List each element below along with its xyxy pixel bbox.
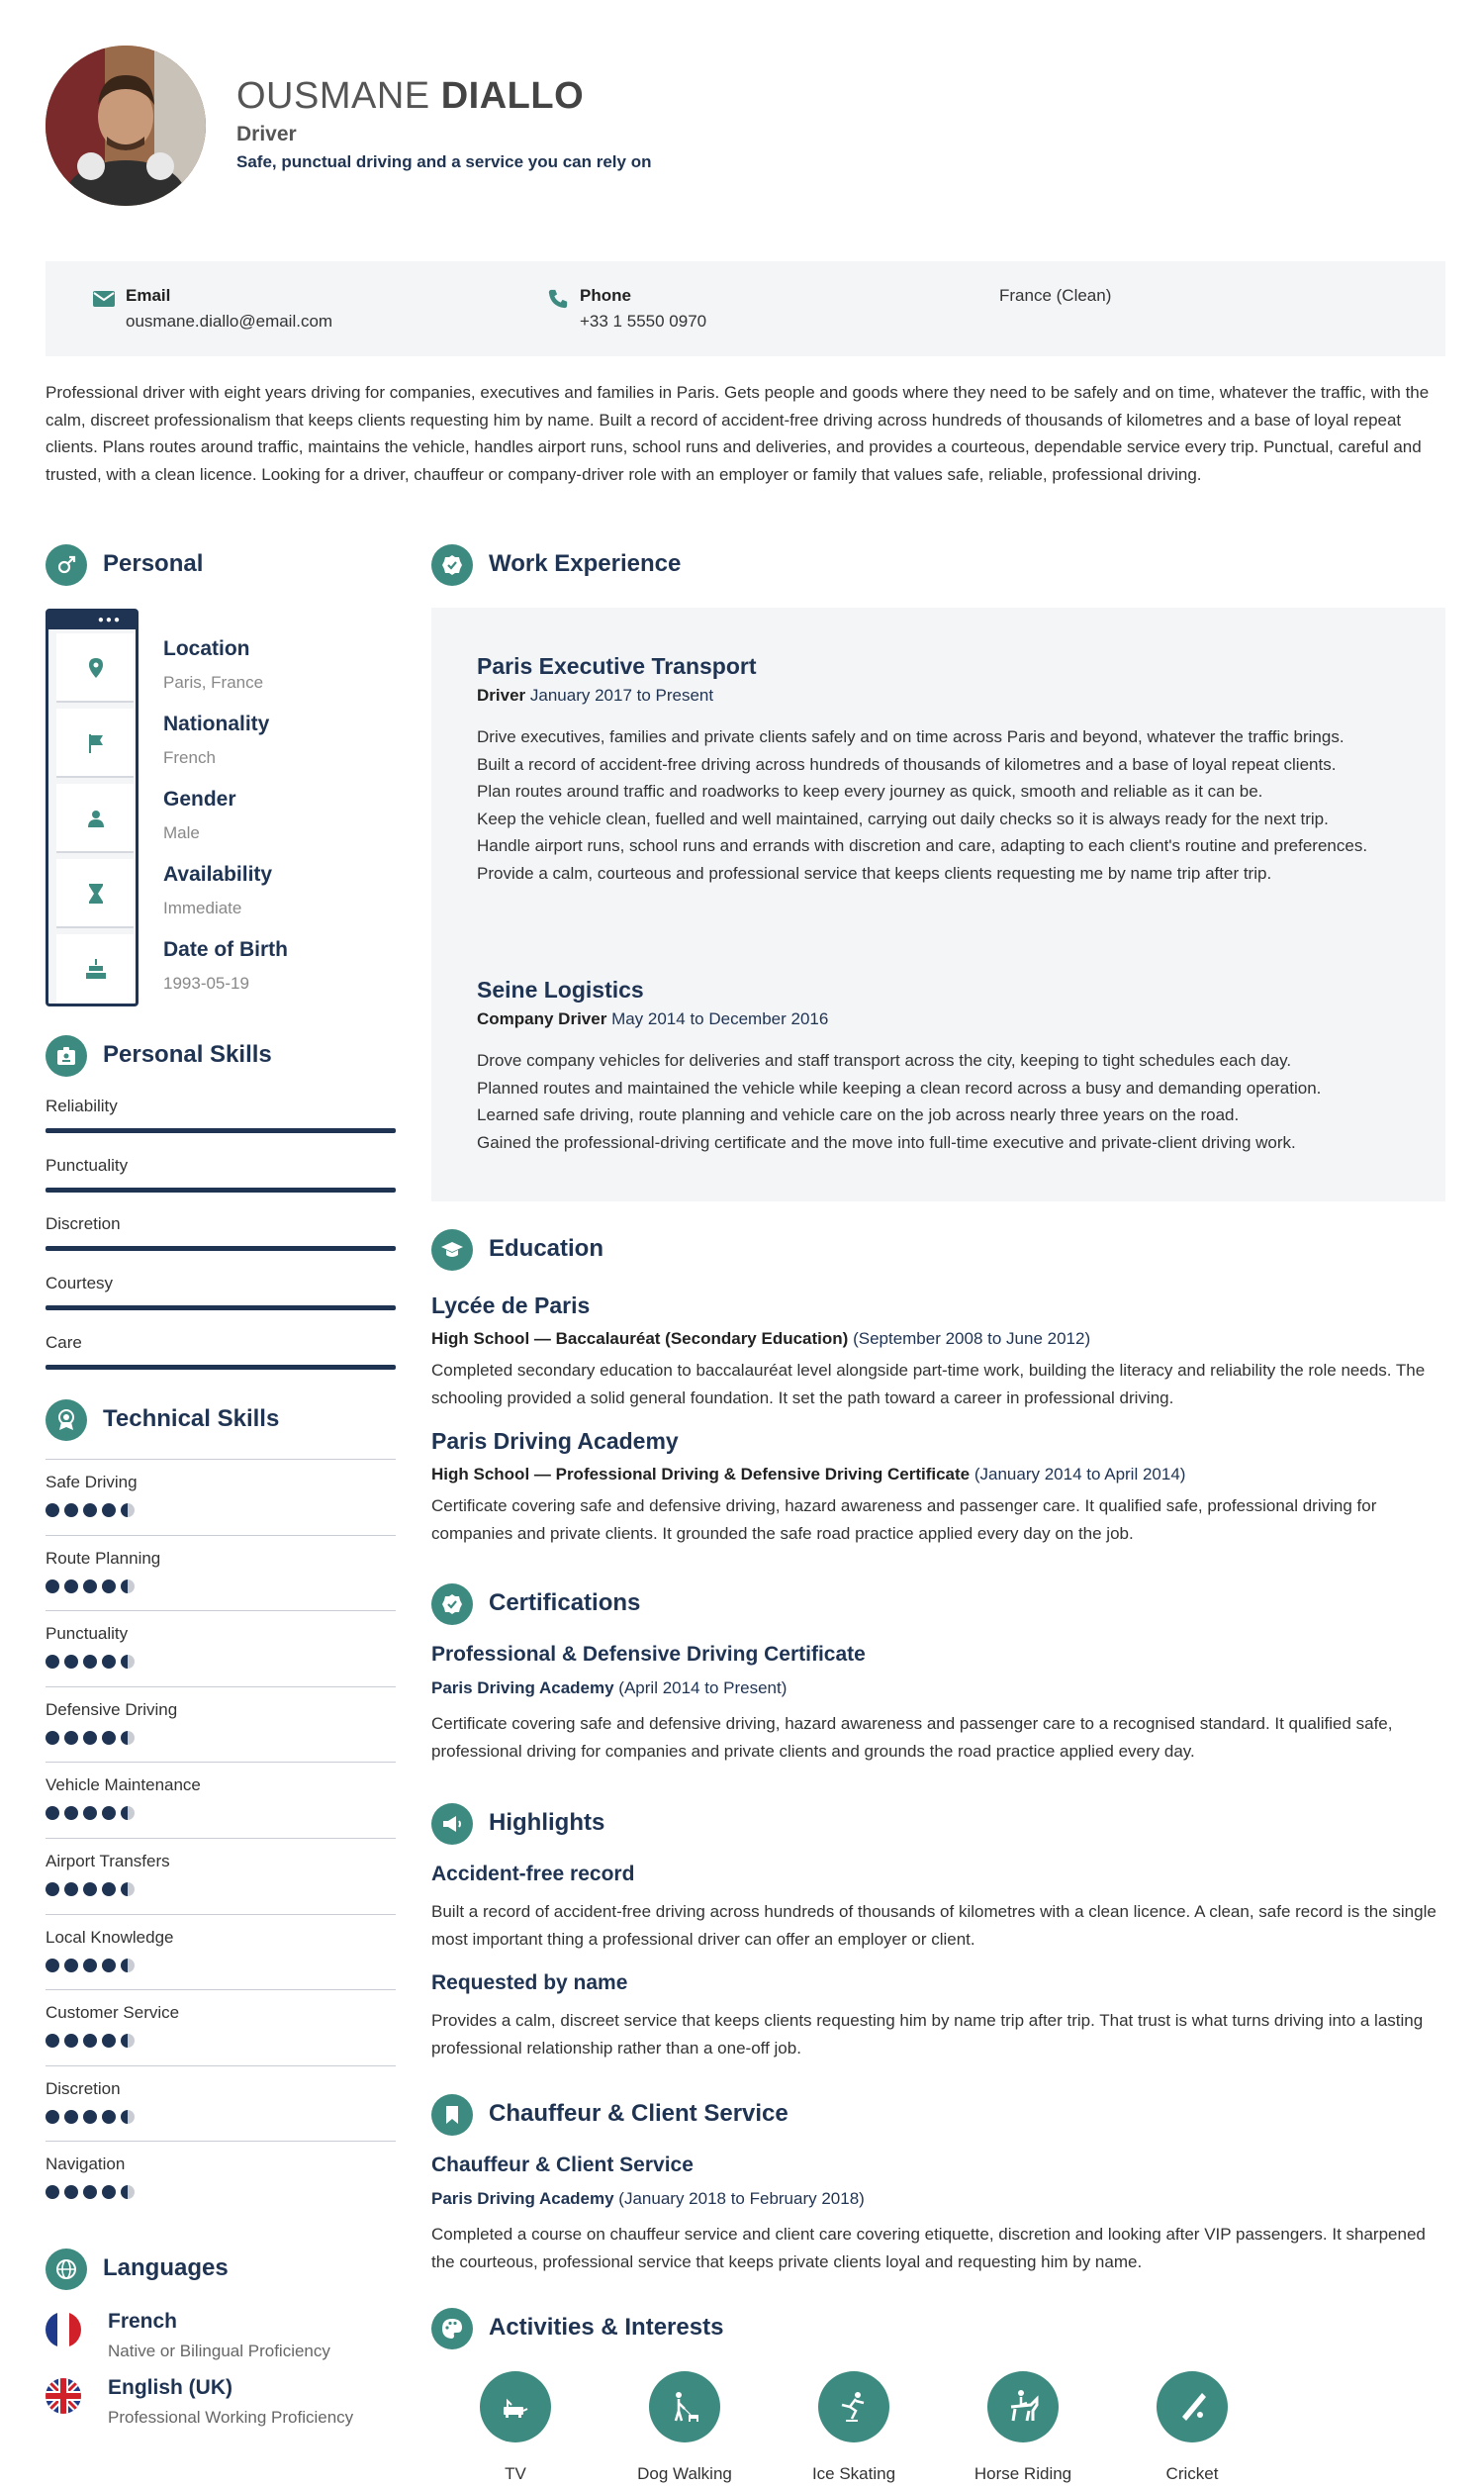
personal-value: Paris, France [163,673,264,692]
dots-icon: ●●● [97,615,122,625]
rating-dot [83,1503,97,1517]
job-bullet: Planned routes and maintained the vehicle while keeping a clean record across a busy and demanding operation. [477,1078,1322,1098]
highlight-entry [431,1863,1445,1953]
school-name: Lycée de Paris [431,1292,591,1318]
highlight-title: Accident-free record [431,1863,635,1885]
skill-rating [46,1806,139,1822]
job-bullet: Drive executives, families and private clients safely and on time across Paris and beyond, whatever the traffic brings. [477,727,1345,746]
job-dates: January 2017 to Present [529,686,714,705]
interest-label: TV [505,2464,526,2483]
personal-label: Availability [163,863,273,886]
birthday-cell [56,934,134,1004]
skill-name: Local Knowledge [46,1927,174,1947]
job-bullet: Plan routes around traffic and roadworks to keep every journey as quick, smooth and reliable as it can be. [477,782,1263,801]
section-chauffeur [431,2094,1124,2138]
rating-dot [102,1882,116,1896]
rating-dot [46,1579,59,1593]
contact-phone [580,286,706,332]
email-value[interactable]: ousmane.diallo@email.com [126,312,333,331]
section-interests [431,2308,1124,2351]
verified-badge-icon [431,544,473,586]
highlight-title: Requested by name [431,1971,628,1994]
rating-dot [64,1882,78,1896]
section-title: Personal [103,550,204,577]
job-bullet: Drove company vehicles for deliveries and staff transport across the city, keeping to tight schedules each day. [477,1051,1292,1070]
company-name: Seine Logistics [477,977,644,1003]
graduation-cap-icon [431,1229,473,1271]
megaphone-icon [431,1803,473,1845]
hourglass-icon [84,882,108,906]
horse-riding-icon [987,2371,1059,2442]
language-name: French [108,2310,178,2333]
rating-dot [64,1731,78,1745]
personal-value: 1993-05-19 [163,974,249,993]
job-dates: May 2014 to December 2016 [611,1009,829,1028]
tv-icon [480,2371,551,2442]
skill-bar [46,1365,396,1370]
rating-dot [64,2034,78,2048]
resume-header [46,46,1431,208]
section-technical-skills [46,1399,396,1443]
skill-rating [46,2110,139,2126]
skill-name: Airport Transfers [46,1852,170,1870]
technical-skill [46,1914,396,1990]
chauffeur-desc: Completed a course on chauffeur service and client care covering etiquette, discretion and looking after VIP passengers. It sharpened the courteous, professional service that keeps private clients loyal and requesting him by name. [431,2225,1426,2271]
job-meta [477,1009,1427,1029]
phone-icon [546,288,570,310]
person-icon [84,807,108,830]
skill-rating [46,1882,139,1898]
profile-photo [46,46,206,206]
technical-skill [46,1838,396,1914]
section-personal [46,544,396,588]
rating-dot [46,1503,59,1517]
rating-dot [46,2110,59,2124]
tagline: Safe, punctual driving and a service you can rely on [236,152,652,171]
rating-dot [46,1806,59,1820]
chauffeur-dates: (January 2018 to February 2018) [618,2189,865,2208]
skill-rating [46,1503,139,1519]
skill-name: Punctuality [46,1624,129,1644]
skill-bar [46,1305,396,1310]
job-bullets [477,723,1427,887]
highlight-entry [431,1971,1445,2061]
full-name: OUSMANE DIALLO [236,75,585,117]
education-dates: (September 2008 to June 2012) [853,1329,1091,1348]
badge-icon [46,1035,87,1077]
technical-skill [46,1610,396,1686]
skill-name: Discretion [46,1214,121,1233]
personal-label: Location [163,637,250,660]
skill-name: Safe Driving [46,1473,138,1491]
contact-licence [999,286,1111,306]
education-entry [431,1428,1445,1547]
degree: High School — Baccalauréat (Secondary Education) [431,1329,849,1348]
certification-name: Professional & Defensive Driving Certificate [431,1643,866,1666]
interest-item [1123,2371,1261,2484]
skill-name: Vehicle Maintenance [46,1775,201,1795]
rating-dot [83,2034,97,2048]
profile-summary: Professional driver with eight years driving for companies, executives and families in Paris. Gets people and goods where they need to be safely and on time, whatever the traffic, with the calm, discreet professionalism that keeps clients requesting him by name. Built a record of accident-free driving across hundreds of thousands of kilometres and a base of loyal repeat clients. Plans routes around traffic, maintains the vehicle, handles airport runs, school runs and deliveries, and provides a courteous, dependable service every trip. Punctual, careful and trusted, with a clean licence. Looking for a driver, chauffeur or company-driver role with an employer or family that values safe, reliable, professional driving. [46,383,1430,484]
work-experience-panel [431,608,1445,1201]
palette-icon [431,2308,473,2349]
company-name: Paris Executive Transport [477,653,757,679]
education-meta [431,1465,1445,1484]
certification-issuer: Paris Driving Academy [431,1678,614,1697]
job-meta [477,686,1427,706]
personal-value: French [163,748,216,767]
section-education [431,1229,1025,1273]
licence-value: France (Clean) [999,286,1112,305]
interest-label: Horse Riding [974,2464,1072,2483]
rating-dot [83,1806,97,1820]
education-meta [431,1329,1445,1349]
rating-dot [102,1806,116,1820]
job-bullet: Keep the vehicle clean, fuelled and well maintained, carrying out daily checks so it is always ready for the next trip. [477,809,1329,828]
personal-skill [46,1156,396,1176]
interest-item [615,2371,754,2484]
education-desc: Certificate covering safe and defensive driving, hazard awareness and passenger care. It qualified safe, professional driving for companies and private clients. It grounded the safe road practice applied every day on the job. [431,1496,1377,1543]
language-level: Professional Working Proficiency [108,2408,354,2427]
skill-name: Reliability [46,1097,118,1115]
interest-label: Dog Walking [637,2464,732,2483]
uk-flag-icon [46,2378,81,2414]
skill-name: Route Planning [46,1548,161,1568]
gender-icon [46,544,87,586]
rating-dot [102,1503,116,1517]
job-entry [477,977,1427,1156]
bookmark-icon [431,2094,473,2136]
rating-dot [121,1882,135,1896]
technical-skill [46,1459,396,1535]
skill-name: Defensive Driving [46,1699,178,1719]
interest-item [954,2371,1092,2484]
section-languages [46,2249,396,2292]
globe-icon [46,2249,87,2290]
skill-rating [46,2185,139,2201]
section-title: Chauffeur & Client Service [489,2100,788,2127]
rating-dot [102,2034,116,2048]
skill-rating [46,2034,139,2050]
email-label: Email [126,286,171,305]
job-bullet: Learned safe driving, route planning and vehicle care on the job across nearly three years on the road. [477,1105,1240,1124]
rating-dot [46,1731,59,1745]
rating-dot [121,2034,135,2048]
availability-cell [56,859,134,928]
rating-dot [102,1959,116,1972]
award-icon [46,1399,87,1441]
rating-dot [83,2185,97,2199]
section-work-experience [431,544,1025,588]
rating-dot [102,1579,116,1593]
rating-dot [121,2110,135,2124]
email-icon [92,288,116,310]
location-pin-icon [84,656,108,680]
education-dates: (January 2014 to April 2014) [974,1465,1186,1483]
personal-skill [46,1274,396,1293]
skill-rating [46,1959,139,1974]
section-highlights [431,1803,1025,1847]
job-title: Company Driver [477,1009,607,1028]
job-bullet: Built a record of accident-free driving across hundreds of thousands of kilometres and a base of loyal repeat clients. [477,754,1337,774]
france-flag-icon [46,2312,81,2347]
phone-value[interactable]: +33 1 5550 0970 [580,312,707,331]
section-title: Technical Skills [103,1405,280,1432]
ice-skating-icon [818,2371,889,2442]
highlight-desc: Built a record of accident-free driving across hundreds of thousands of kilometres with a clean licence. A clean, safe record is the single most important thing a professional driver can offer an employer or client. [431,1902,1437,1949]
rating-dot [64,1806,78,1820]
degree: High School — Professional Driving & Defensive Driving Certificate [431,1465,971,1483]
rating-dot [64,2185,78,2199]
interest-item [446,2371,585,2484]
section-title: Certifications [489,1589,641,1616]
rating-dot [46,2185,59,2199]
language-name: English (UK) [108,2376,232,2399]
rating-dot [83,2110,97,2124]
rating-dot [121,2185,135,2199]
section-personal-skills [46,1035,396,1079]
nationality-cell [56,709,134,778]
rating-dot [64,2110,78,2124]
technical-skill [46,1686,396,1763]
rating-dot [46,2034,59,2048]
skill-name: Customer Service [46,2003,180,2023]
rating-dot [102,2185,116,2199]
rating-dot [46,1655,59,1669]
job-bullet: Provide a calm, courteous and professional service that keeps clients requesting me by name trip after trip. [477,863,1272,883]
dog-walking-icon [649,2371,720,2442]
skill-bar [46,1188,396,1193]
contact-bar [46,261,1445,356]
rating-dot [64,1959,78,1972]
interest-label: Ice Skating [811,2464,896,2483]
rating-dot [121,1959,135,1972]
rating-dot [121,1655,135,1669]
certification-entry [431,1643,1445,1765]
section-certifications [431,1583,1025,1627]
chauffeur-meta [431,2189,1445,2209]
section-title: Work Experience [489,550,682,577]
job-entry [477,653,1427,887]
section-title: Education [489,1235,604,1262]
technical-skill [46,1989,396,2065]
certification-meta [431,1678,1445,1698]
section-title: Personal Skills [103,1041,272,1068]
personal-label: Date of Birth [163,938,288,961]
skill-rating [46,1579,139,1595]
rating-dot [102,1731,116,1745]
cricket-icon [1157,2371,1228,2442]
section-title: Languages [103,2254,229,2281]
personal-value: Male [163,823,200,842]
chauffeur-entry [431,2153,1445,2275]
chauffeur-title: Chauffeur & Client Service [431,2153,694,2176]
rating-dot [102,1655,116,1669]
personal-skill [46,1214,396,1234]
personal-label: Nationality [163,713,270,735]
interest-item [785,2371,923,2484]
personal-value: Immediate [163,899,242,917]
job-bullet: Gained the professional-driving certificate and the move into full-time executive and private-client driving work. [477,1132,1296,1152]
rating-dot [121,1503,135,1517]
section-title: Activities & Interests [489,2314,724,2341]
flag-icon [84,731,108,755]
skill-rating [46,1655,139,1671]
certification-desc: Certificate covering safe and defensive driving, hazard awareness and passenger care to a recognised standard. It qualified safe, professional driving for companies and private clients and grounds the road practice applied every day. [431,1714,1393,1761]
contact-email [126,286,332,332]
personal-skill [46,1097,396,1116]
certification-dates: (April 2014 to Present) [618,1678,788,1697]
technical-skill [46,2065,396,2142]
rating-dot [83,1731,97,1745]
education-entry [431,1292,1445,1411]
rating-dot [64,1579,78,1593]
skill-bar [46,1246,396,1251]
location-cell [56,633,134,703]
interest-label: Cricket [1165,2464,1219,2483]
skill-name: Discretion [46,2078,121,2098]
rating-dot [46,1959,59,1972]
skill-name: Punctuality [46,1156,129,1175]
skill-name: Navigation [46,2154,126,2174]
verified-badge-icon [431,1583,473,1625]
technical-skill [46,2141,396,2217]
education-desc: Completed secondary education to baccalauréat level alongside part-time work, building the literacy and reliability the role needs. The schooling provided a solid general foundation. It set the path toward a career in professional driving. [431,1361,1426,1407]
chauffeur-issuer: Paris Driving Academy [431,2189,614,2208]
job-role: Driver [236,123,297,145]
personal-skill [46,1333,396,1353]
job-title: Driver [477,686,526,705]
rating-dot [46,1882,59,1896]
rating-dot [83,1959,97,1972]
highlight-desc: Provides a calm, discreet service that keeps clients requesting him by name trip after trip. That trust is what turns driving into a lasting professional relationship rather than a one-off job. [431,2011,1424,2057]
gender-cell [56,784,134,853]
skill-name: Courtesy [46,1274,114,1292]
job-bullets [477,1047,1427,1156]
technical-skill [46,1535,396,1611]
personal-label: Gender [163,788,236,811]
section-title: Highlights [489,1809,605,1836]
personal-card [46,609,139,1006]
rating-dot [121,1579,135,1593]
rating-dot [83,1579,97,1593]
skill-rating [46,1731,139,1747]
rating-dot [121,1806,135,1820]
phone-label: Phone [580,286,631,305]
rating-dot [102,2110,116,2124]
school-name: Paris Driving Academy [431,1428,679,1454]
rating-dot [64,1503,78,1517]
language-level: Native or Bilingual Proficiency [108,2342,330,2360]
skill-bar [46,1128,396,1133]
skill-name: Care [46,1333,82,1352]
rating-dot [83,1882,97,1896]
rating-dot [121,1731,135,1745]
job-bullet: Handle airport runs, school runs and errands with discretion and care, adapting to each client's routine and preferences. [477,836,1368,855]
rating-dot [83,1655,97,1669]
technical-skill [46,1762,396,1838]
cake-icon [84,957,108,981]
rating-dot [64,1655,78,1669]
